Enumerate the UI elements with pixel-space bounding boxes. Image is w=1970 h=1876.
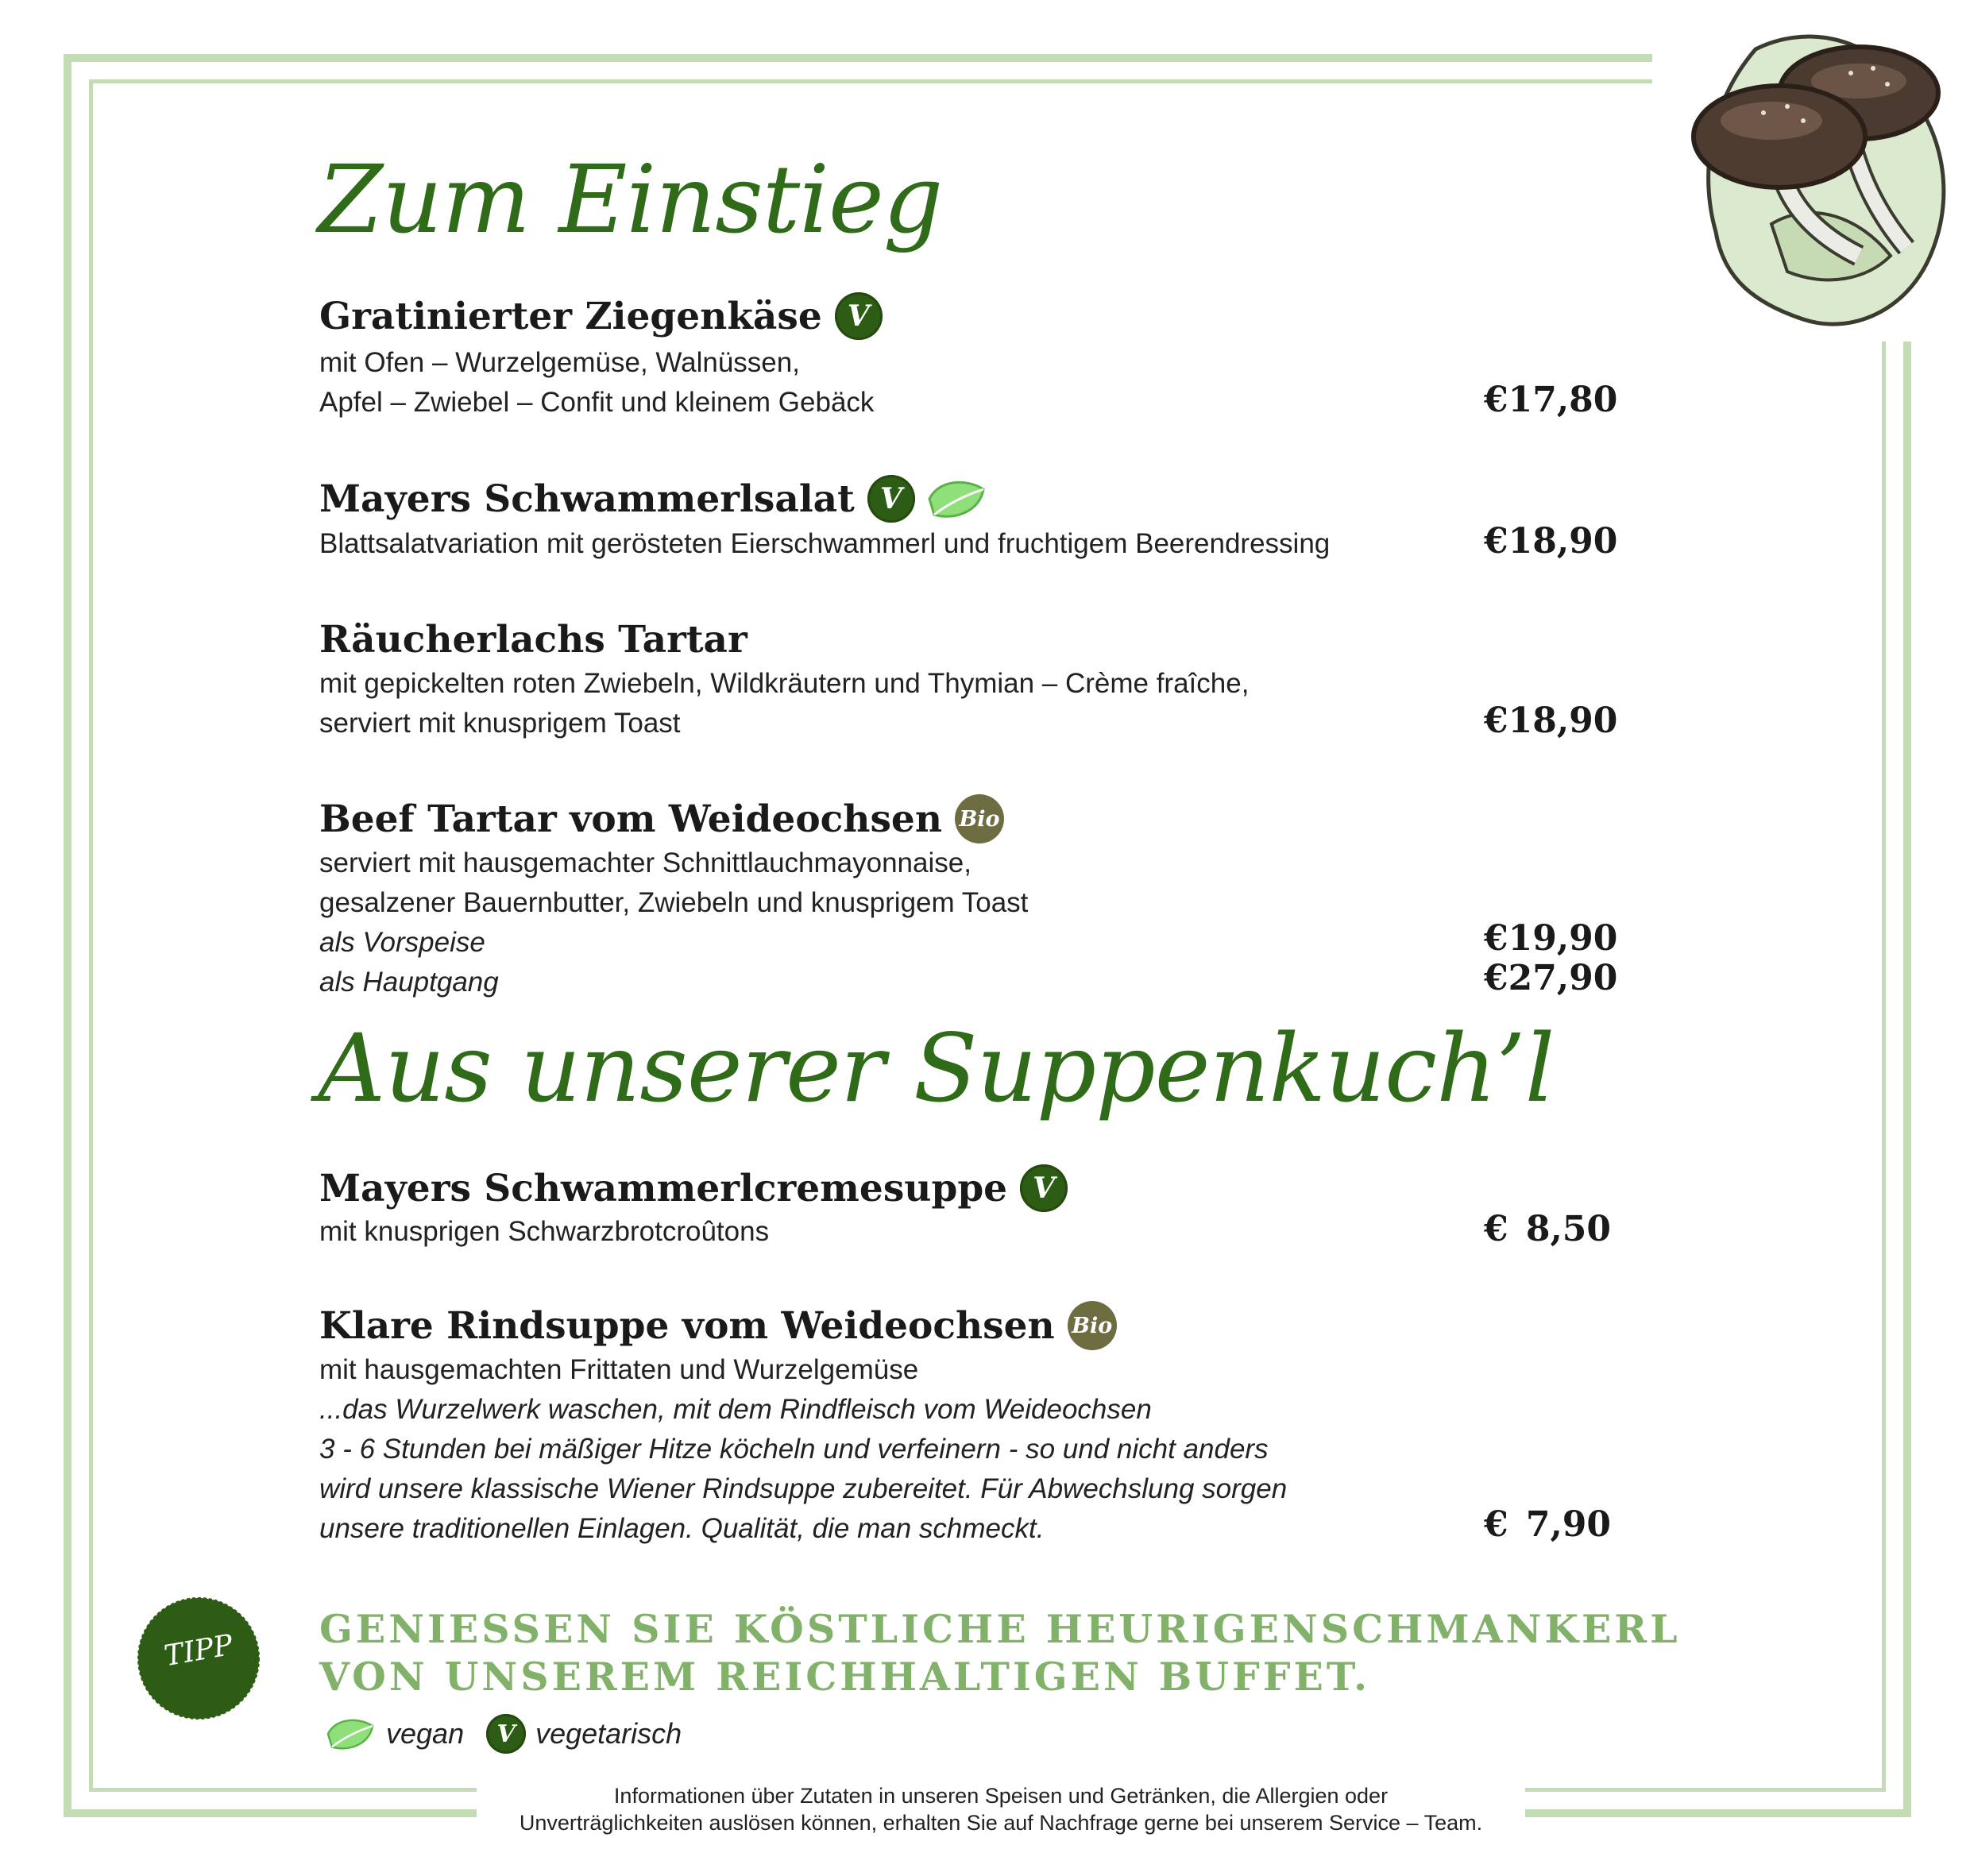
menu-item-name bbox=[319, 794, 1004, 843]
description-line: wird unsere klassische Wiener Rindsuppe zubereitet. Für Abwechslung sorgen bbox=[319, 1473, 1288, 1504]
price-amount: 17,80 bbox=[1508, 380, 1618, 420]
item-name-text: Räucherlachs Tartar bbox=[319, 618, 747, 662]
vegetarian-badge-icon: V bbox=[486, 1714, 526, 1754]
price-currency: € bbox=[1484, 1209, 1508, 1249]
menu-item-name bbox=[319, 1301, 1117, 1350]
description-line: serviert mit hausgemachter Schnittlauchmayonnaise, bbox=[319, 847, 971, 878]
allergen-notice-line: Informationen über Zutaten in unseren Speisen und Getränken, die Allergien oder bbox=[613, 1784, 1389, 1808]
item-name-text: Mayers Schwammerlsalat bbox=[319, 477, 855, 521]
vegetarian-badge-icon: V bbox=[835, 292, 883, 340]
item-description bbox=[319, 664, 1249, 743]
vegan-leaf-icon bbox=[925, 475, 988, 523]
allergen-notice bbox=[477, 1782, 1525, 1836]
price-currency: € bbox=[1484, 701, 1508, 741]
description-line: mit hausgemachten Frittaten und Wurzelgemüse bbox=[319, 1354, 919, 1385]
variant-label: als Hauptgang bbox=[319, 967, 499, 998]
price-currency: € bbox=[1484, 958, 1508, 998]
description-line: Apfel – Zwiebel – Confit und kleinem Gebäck bbox=[319, 387, 875, 418]
price-amount: 19,90 bbox=[1508, 918, 1618, 959]
item-description bbox=[319, 1350, 1287, 1549]
item-description bbox=[319, 843, 1028, 1002]
description-line: unsere traditionellen Einlagen. Qualität, die man schmeckt. bbox=[319, 1513, 1045, 1544]
description-line: 3 - 6 Stunden bei mäßiger Hitze köcheln und verfeinern - so und nicht anders bbox=[319, 1434, 1269, 1465]
item-price bbox=[1484, 1504, 1611, 1545]
item-price bbox=[1484, 701, 1618, 741]
tipp-label: TIPP bbox=[161, 1628, 236, 1673]
price-amount: 7,90 bbox=[1525, 1504, 1611, 1545]
price-amount: 18,90 bbox=[1508, 521, 1618, 562]
item-price bbox=[1484, 958, 1618, 998]
item-description bbox=[319, 343, 874, 423]
price-currency: € bbox=[1484, 918, 1508, 959]
item-price bbox=[1484, 380, 1618, 420]
menu-item-name bbox=[319, 1164, 1068, 1212]
menu-item-name bbox=[319, 475, 988, 523]
menu-item-name bbox=[319, 292, 883, 340]
item-description bbox=[319, 1212, 769, 1252]
vegetarian-badge-icon: V bbox=[1020, 1164, 1068, 1212]
price-currency: € bbox=[1484, 380, 1508, 420]
description-line: ...das Wurzelwerk waschen, mit dem Rindfleisch vom Weideochsen bbox=[319, 1394, 1152, 1425]
price-currency: € bbox=[1484, 1504, 1508, 1545]
mushroom-illustration bbox=[1668, 17, 1962, 335]
description-line: serviert mit knusprigem Toast bbox=[319, 708, 681, 739]
bio-badge-icon: Bio bbox=[955, 794, 1004, 843]
allergen-notice-line: Unverträglichkeiten auslösen können, erhalten Sie auf Nachfrage gerne bei unserem Service – Team. bbox=[519, 1811, 1483, 1835]
item-price bbox=[1484, 918, 1618, 959]
item-description bbox=[319, 524, 1330, 564]
price-amount: 27,90 bbox=[1508, 958, 1618, 998]
section-title-einstieg: Zum Einstieg bbox=[318, 145, 943, 254]
variant-label: als Vorspeise bbox=[319, 927, 485, 958]
item-price bbox=[1484, 521, 1618, 562]
menu-item-name bbox=[319, 618, 747, 662]
buffet-promo-line: GENIESSEN SIE KÖSTLICHE HEURIGENSCHMANKERL bbox=[319, 1606, 1681, 1652]
item-name-text: Mayers Schwammerlcremesuppe bbox=[319, 1166, 1008, 1210]
legend-vegetarian-label: vegetarisch bbox=[535, 1717, 682, 1750]
description-line: gesalzener Bauernbutter, Zwiebeln und knusprigem Toast bbox=[319, 887, 1029, 918]
item-price bbox=[1484, 1209, 1611, 1249]
item-name-text: Beef Tartar vom Weideochsen bbox=[319, 797, 942, 841]
buffet-promo-line: VON UNSEREM REICHHALTIGEN BUFFET. bbox=[319, 1654, 1371, 1700]
item-name-text: Klare Rindsuppe vom Weideochsen bbox=[319, 1303, 1055, 1348]
description-line: Blattsalatvariation mit gerösteten Eierschwammerl und fruchtigem Beerendressing bbox=[319, 528, 1331, 559]
price-amount: 18,90 bbox=[1508, 701, 1618, 741]
legend-vegan-label: vegan bbox=[386, 1717, 465, 1750]
description-line: mit gepickelten roten Zwiebeln, Wildkräutern und Thymian – Crème fraîche, bbox=[319, 668, 1250, 699]
vegan-leaf-icon bbox=[324, 1714, 377, 1754]
description-line: mit knusprigen Schwarzbrotcroûtons bbox=[319, 1216, 770, 1247]
price-amount: 8,50 bbox=[1525, 1209, 1611, 1249]
item-name-text: Gratinierter Ziegenkäse bbox=[319, 294, 822, 338]
diet-legend bbox=[324, 1714, 682, 1754]
description-line: mit Ofen – Wurzelgemüse, Walnüssen, bbox=[319, 347, 800, 378]
bio-badge-icon: Bio bbox=[1068, 1301, 1117, 1350]
section-title-suppenkuchl: Aus unserer Suppenkuch’l bbox=[318, 1013, 1555, 1123]
price-currency: € bbox=[1484, 521, 1508, 562]
vegetarian-badge-icon: V bbox=[867, 475, 915, 523]
